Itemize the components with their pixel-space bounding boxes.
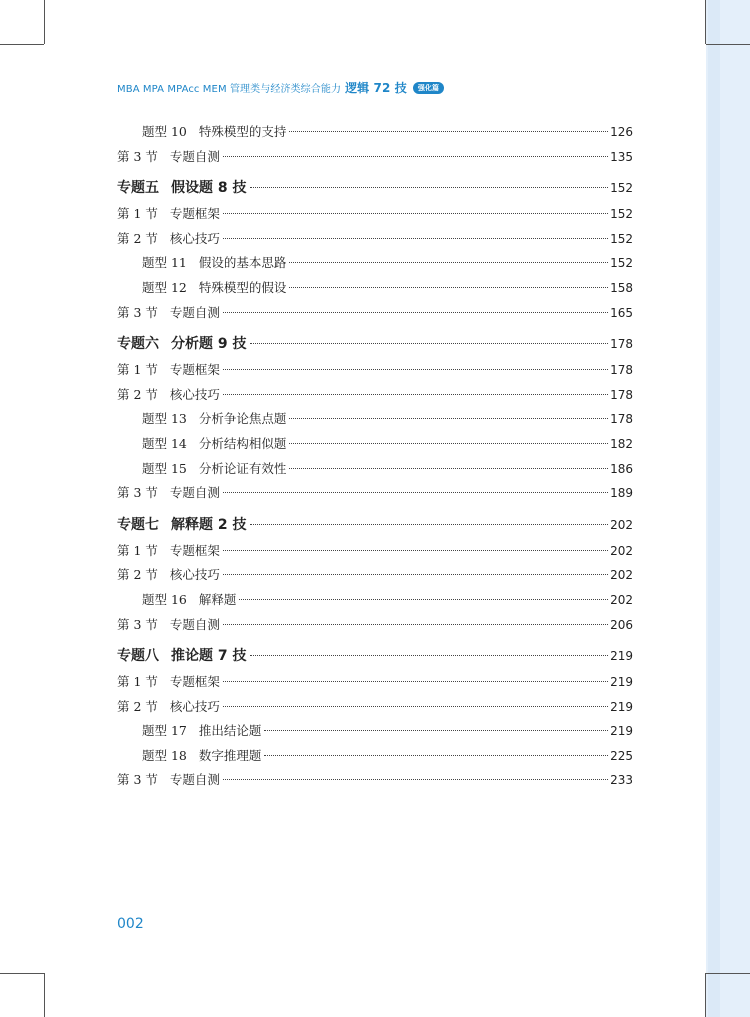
crop-mark xyxy=(0,973,44,974)
dot-leader xyxy=(223,706,608,707)
toc-entry-title: 分析争论焦点题 xyxy=(198,411,287,427)
toc-entry[interactable] xyxy=(117,325,633,358)
crop-mark xyxy=(44,0,45,44)
toc-entry-number: 第 3 节 xyxy=(117,772,158,788)
toc-entry[interactable] xyxy=(117,768,633,793)
toc-entry[interactable] xyxy=(117,202,633,227)
toc-entry-page: 178 xyxy=(610,412,633,427)
toc-entry-number: 题型 11 xyxy=(142,255,187,271)
toc-entry[interactable] xyxy=(117,613,633,638)
toc-entry[interactable] xyxy=(117,120,633,145)
header-title: 逻辑 72 技 xyxy=(345,81,407,95)
toc-entry-number: 第 3 节 xyxy=(117,485,158,501)
toc-entry-page: 158 xyxy=(610,280,633,295)
toc-entry[interactable] xyxy=(117,169,633,202)
toc-entry-title: 特殊模型的支持 xyxy=(198,124,287,139)
dot-leader xyxy=(223,550,608,551)
toc-entry-title: 专题框架 xyxy=(169,542,220,558)
toc-entry-page: 186 xyxy=(610,461,633,476)
toc-entry-number: 第 2 节 xyxy=(117,567,158,583)
header-badge: 强化篇 xyxy=(413,82,444,94)
toc-entry-number: 第 2 节 xyxy=(117,698,158,714)
toc-entry-title: 专题框架 xyxy=(169,674,220,690)
toc-entry[interactable] xyxy=(117,719,633,744)
toc-entry-page: 152 xyxy=(610,181,633,196)
toc-entry-page: 206 xyxy=(610,617,633,632)
toc-entry-page: 202 xyxy=(610,543,633,558)
toc-entry[interactable] xyxy=(117,358,633,383)
toc-entry-number: 专题七 xyxy=(117,516,159,533)
toc-entry-page: 189 xyxy=(610,486,633,501)
toc-entry-page: 126 xyxy=(610,125,633,139)
toc-entry[interactable] xyxy=(117,251,633,276)
toc-entry-title: 数字推理题 xyxy=(198,747,262,763)
toc-entry-number: 第 1 节 xyxy=(117,542,158,558)
toc-entry-page: 233 xyxy=(610,773,633,788)
toc-entry-number: 专题五 xyxy=(117,180,159,197)
toc-entry-number: 题型 10 xyxy=(142,124,187,139)
dot-leader xyxy=(289,468,608,469)
toc-entry-number: 第 3 节 xyxy=(117,616,158,632)
toc-entry-page: 202 xyxy=(610,592,633,607)
toc-entry-number: 第 2 节 xyxy=(117,230,158,246)
toc-entry-page: 152 xyxy=(610,256,633,271)
toc-entry-page: 152 xyxy=(610,231,633,246)
toc-entry-title: 核心技巧 xyxy=(169,698,220,714)
toc-entry-title: 专题框架 xyxy=(169,362,220,378)
toc-entry-title: 专题自测 xyxy=(169,616,220,632)
table-of-contents xyxy=(117,120,633,793)
toc-entry-page: 219 xyxy=(610,675,633,690)
toc-entry[interactable] xyxy=(117,432,633,457)
toc-entry-title: 假设题 8 技 xyxy=(171,180,247,197)
toc-entry-page: 152 xyxy=(610,207,633,222)
toc-entry-title: 推论题 7 技 xyxy=(171,648,247,665)
dot-leader xyxy=(289,287,608,288)
dot-leader xyxy=(250,187,609,188)
toc-entry-title: 解释题 xyxy=(198,591,237,607)
dot-leader xyxy=(250,655,609,656)
toc-entry-title: 解释题 2 技 xyxy=(171,516,247,533)
dot-leader xyxy=(289,418,608,419)
toc-entry-title: 分析题 9 技 xyxy=(171,336,247,353)
toc-entry[interactable] xyxy=(117,481,633,506)
toc-entry[interactable] xyxy=(117,383,633,408)
toc-entry[interactable] xyxy=(117,457,633,482)
toc-entry[interactable] xyxy=(117,637,633,670)
toc-entry-number: 题型 14 xyxy=(142,435,187,451)
toc-entry-title: 专题自测 xyxy=(169,485,220,501)
dot-leader xyxy=(264,755,608,756)
toc-entry-page: 165 xyxy=(610,305,633,320)
toc-entry-number: 第 3 节 xyxy=(117,148,158,164)
dot-leader xyxy=(289,131,608,132)
toc-entry-page: 178 xyxy=(610,337,633,352)
toc-entry-number: 专题六 xyxy=(117,336,159,353)
toc-entry-page: 135 xyxy=(610,149,633,164)
crop-mark xyxy=(706,973,750,974)
toc-entry[interactable] xyxy=(117,588,633,613)
toc-entry[interactable] xyxy=(117,506,633,539)
dot-leader xyxy=(250,524,609,525)
toc-entry-page: 219 xyxy=(610,724,633,739)
dot-leader xyxy=(223,394,608,395)
crop-mark xyxy=(705,973,706,1017)
toc-entry-number: 题型 13 xyxy=(142,411,187,427)
crop-mark xyxy=(705,0,706,44)
toc-entry-number: 题型 18 xyxy=(142,747,187,763)
side-band-inner xyxy=(708,0,720,1017)
toc-entry-number: 第 2 节 xyxy=(117,386,158,402)
toc-entry-title: 专题自测 xyxy=(169,304,220,320)
toc-entry[interactable] xyxy=(117,695,633,720)
toc-entry-title: 专题框架 xyxy=(169,206,220,222)
toc-entry-page: 225 xyxy=(610,748,633,763)
toc-entry-page: 202 xyxy=(610,517,633,532)
toc-entry-number: 第 1 节 xyxy=(117,362,158,378)
toc-entry[interactable] xyxy=(117,276,633,301)
toc-entry-title: 核心技巧 xyxy=(169,567,220,583)
toc-entry[interactable] xyxy=(117,407,633,432)
running-header xyxy=(117,79,444,96)
toc-entry-page: 219 xyxy=(610,699,633,714)
dot-leader xyxy=(223,574,608,575)
toc-entry-number: 第 3 节 xyxy=(117,304,158,320)
toc-entry-title: 分析论证有效性 xyxy=(198,460,287,476)
toc-entry-title: 专题自测 xyxy=(169,148,220,164)
toc-entry-number: 题型 12 xyxy=(142,279,187,295)
toc-entry-title: 特殊模型的假设 xyxy=(198,279,287,295)
toc-entry[interactable] xyxy=(117,563,633,588)
dot-leader xyxy=(250,343,609,344)
dot-leader xyxy=(289,262,608,263)
header-subtitle: MBA MPA MPAcc MEM 管理类与经济类综合能力 xyxy=(117,84,342,95)
toc-entry[interactable] xyxy=(117,539,633,564)
toc-entry-page: 202 xyxy=(610,568,633,583)
dot-leader xyxy=(223,213,608,214)
dot-leader xyxy=(223,238,608,239)
crop-mark xyxy=(0,44,44,45)
page-number: 002 xyxy=(117,916,144,932)
toc-entry-number: 题型 17 xyxy=(142,723,187,739)
toc-entry[interactable] xyxy=(117,301,633,326)
toc-entry-number: 题型 15 xyxy=(142,460,187,476)
toc-entry-page: 178 xyxy=(610,363,633,378)
dot-leader xyxy=(289,443,608,444)
toc-entry-number: 专题八 xyxy=(117,648,159,665)
dot-leader xyxy=(223,624,608,625)
toc-entry[interactable] xyxy=(117,145,633,170)
toc-entry[interactable] xyxy=(117,744,633,769)
toc-entry[interactable] xyxy=(117,670,633,695)
dot-leader xyxy=(223,492,608,493)
toc-entry-title: 假设的基本思路 xyxy=(198,255,287,271)
dot-leader xyxy=(239,599,608,600)
toc-entry-page: 219 xyxy=(610,649,633,664)
toc-entry-title: 推出结论题 xyxy=(198,723,262,739)
dot-leader xyxy=(264,730,608,731)
toc-entry-title: 分析结构相似题 xyxy=(198,435,287,451)
toc-entry-number: 第 1 节 xyxy=(117,206,158,222)
toc-entry-page: 178 xyxy=(610,387,633,402)
dot-leader xyxy=(223,681,608,682)
toc-entry-title: 专题自测 xyxy=(169,772,220,788)
dot-leader xyxy=(223,312,608,313)
dot-leader xyxy=(223,369,608,370)
toc-entry[interactable] xyxy=(117,227,633,252)
dot-leader xyxy=(223,156,608,157)
crop-mark xyxy=(44,973,45,1017)
toc-entry-number: 题型 16 xyxy=(142,591,187,607)
toc-entry-title: 核心技巧 xyxy=(169,386,220,402)
toc-entry-page: 182 xyxy=(610,436,633,451)
crop-mark xyxy=(706,44,750,45)
toc-entry-number: 第 1 节 xyxy=(117,674,158,690)
toc-entry-title: 核心技巧 xyxy=(169,230,220,246)
dot-leader xyxy=(223,779,608,780)
